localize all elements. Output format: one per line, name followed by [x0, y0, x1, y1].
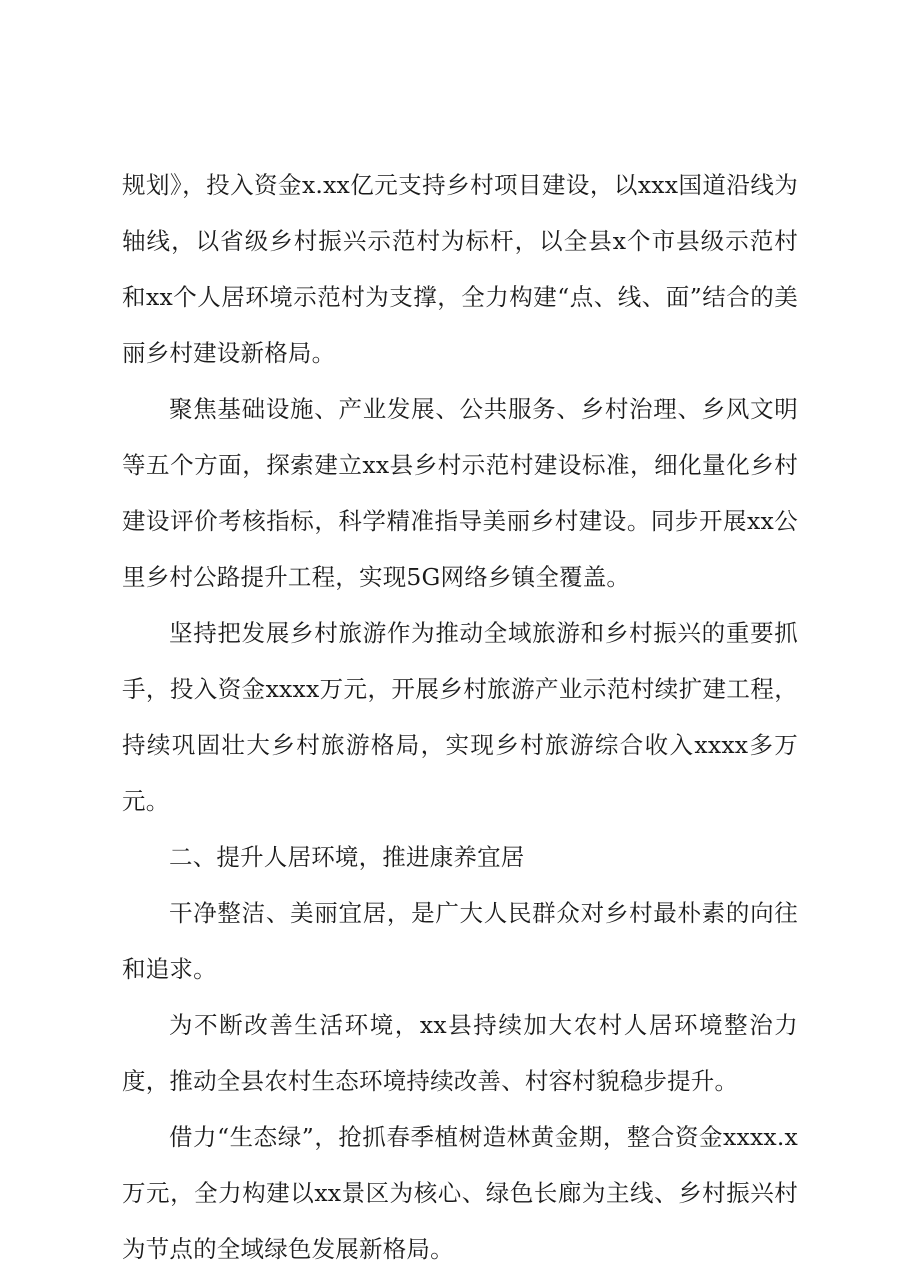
section-heading: 二、提升人居环境，推进康养宜居 — [169, 843, 525, 871]
paragraph-continued: 规划》，投入资金x.xx亿元支持乡村项目建设，以xxx国道沿线为轴线，以省级乡村振兴示范村为标杆，以全县x个市县级示范村和xx个人居环境示范村为支撑，全力构建“点、线、面”结合的美丽乡村建设新格局。 — [122, 171, 798, 367]
paragraph-ecological-green: 借力“生态绿”，抢抓春季植树造林黄金期，整合资金xxxx.x万元，全力构建以xx景区为核心、绿色长廊为主线、乡村振兴村为节点的全域绿色发展新格局。 — [122, 1123, 798, 1263]
paragraph-clean-livable: 干净整洁、美丽宜居，是广大人民群众对乡村最朴素的向往和追求。 — [122, 899, 798, 983]
paragraph-rural-tourism: 坚持把发展乡村旅游作为推动全域旅游和乡村振兴的重要抓手，投入资金xxxx万元，开展乡村旅游产业示范村续扩建工程，持续巩固壮大乡村旅游格局，实现乡村旅游综合收入xxxx多万元。 — [122, 619, 798, 815]
paragraph-infrastructure: 聚焦基础设施、产业发展、公共服务、乡村治理、乡风文明等五个方面，探索建立xx县乡村示范村建设标准，细化量化乡村建设评价考核指标，科学精准指导美丽乡村建设。同步开展xx公里乡村公路提升工程，实现5G网络乡镇全覆盖。 — [122, 395, 798, 591]
paragraph-environment: 为不断改善生活环境，xx县持续加大农村人居环境整治力度，推动全县农村生态环境持续改善、村容村貌稳步提升。 — [122, 1011, 798, 1095]
